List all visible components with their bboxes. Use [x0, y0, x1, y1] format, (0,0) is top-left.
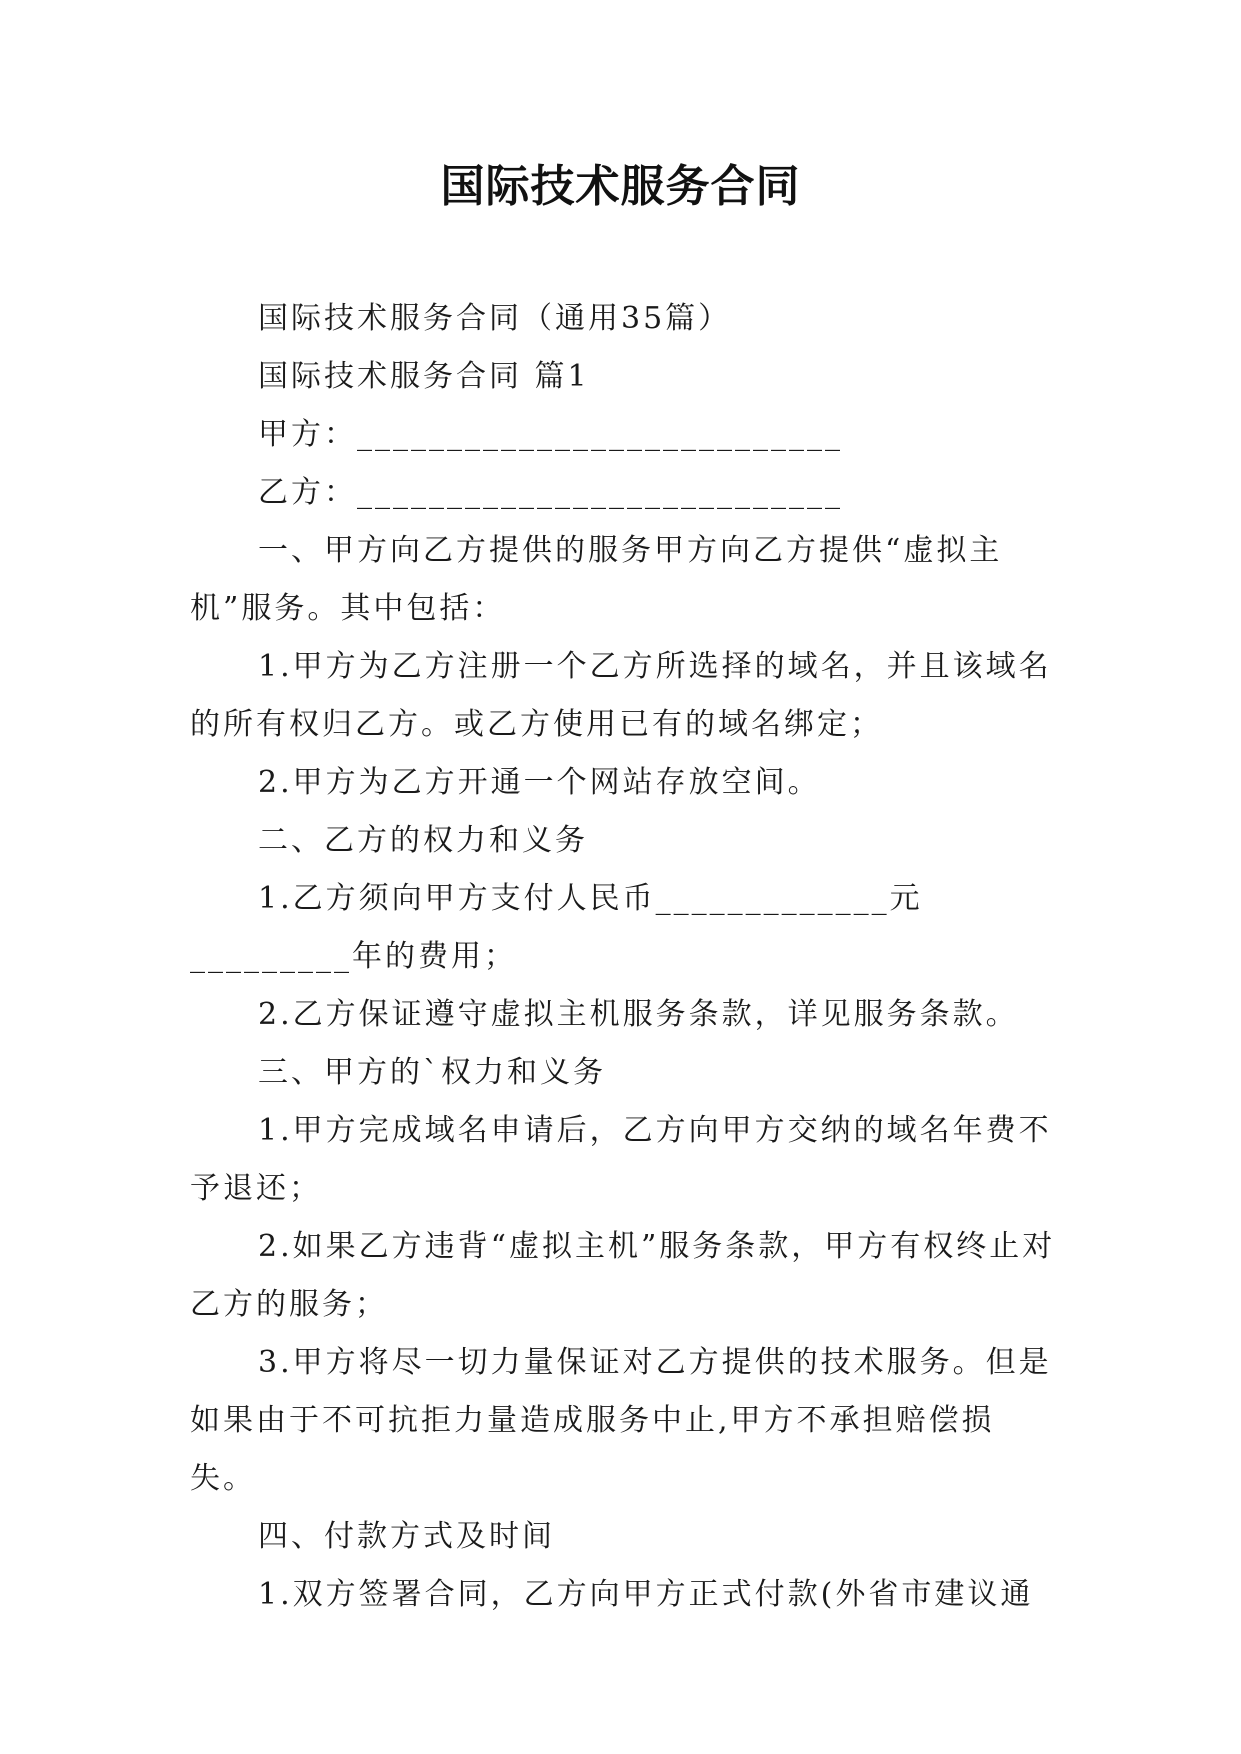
clause-2-heading: 二、乙方的权力和义务: [258, 823, 588, 858]
document-title: 国际技术服务合同: [440, 161, 801, 212]
clause-1-heading: 一、甲方向乙方提供的服务甲方向乙方提供“虚拟主机”服务。其中包括：: [190, 533, 1003, 626]
document-body: [190, 290, 1060, 1624]
clause-1-item-1: 1.甲方为乙方注册一个乙方所选择的域名，并且该域名的所有权归乙方。或乙方使用已有的域名绑定；: [190, 649, 1052, 742]
clause-2-item-2: 2.乙方保证遵守虚拟主机服务条款，详见服务条款。: [258, 997, 1019, 1032]
party-b-line: 乙方：___________________________: [258, 475, 843, 510]
section-heading: 国际技术服务合同 篇1: [258, 359, 590, 394]
clause-1-item-2: 2.甲方为乙方开通一个网站存放空间。: [258, 765, 821, 800]
clause-3-item-2: 2.如果乙方违背“虚拟主机”服务条款，甲方有权终止对乙方的服务；: [190, 1229, 1056, 1322]
clause-3-item-3: 3.甲方将尽一切力量保证对乙方提供的技术服务。但是如果由于不可抗拒力量造成服务中止,甲方不承担赔偿损失。: [190, 1345, 1052, 1496]
clause-3-heading: 三、甲方的`权力和义务: [258, 1055, 606, 1090]
clause-4-heading: 四、付款方式及时间: [258, 1519, 555, 1554]
clause-3-item-1: 1.甲方完成域名申请后，乙方向甲方交纳的域名年费不予退还；: [190, 1113, 1052, 1206]
party-a-line: 甲方：___________________________: [258, 417, 843, 452]
clause-4-item-1: 1.双方签署合同，乙方向甲方正式付款(外省市建议通: [258, 1577, 1034, 1612]
subtitle: 国际技术服务合同（通用35篇）: [258, 301, 732, 336]
clause-2-item-1: 1.乙方须向甲方支付人民币_____________元_________年的费用；: [190, 881, 923, 974]
